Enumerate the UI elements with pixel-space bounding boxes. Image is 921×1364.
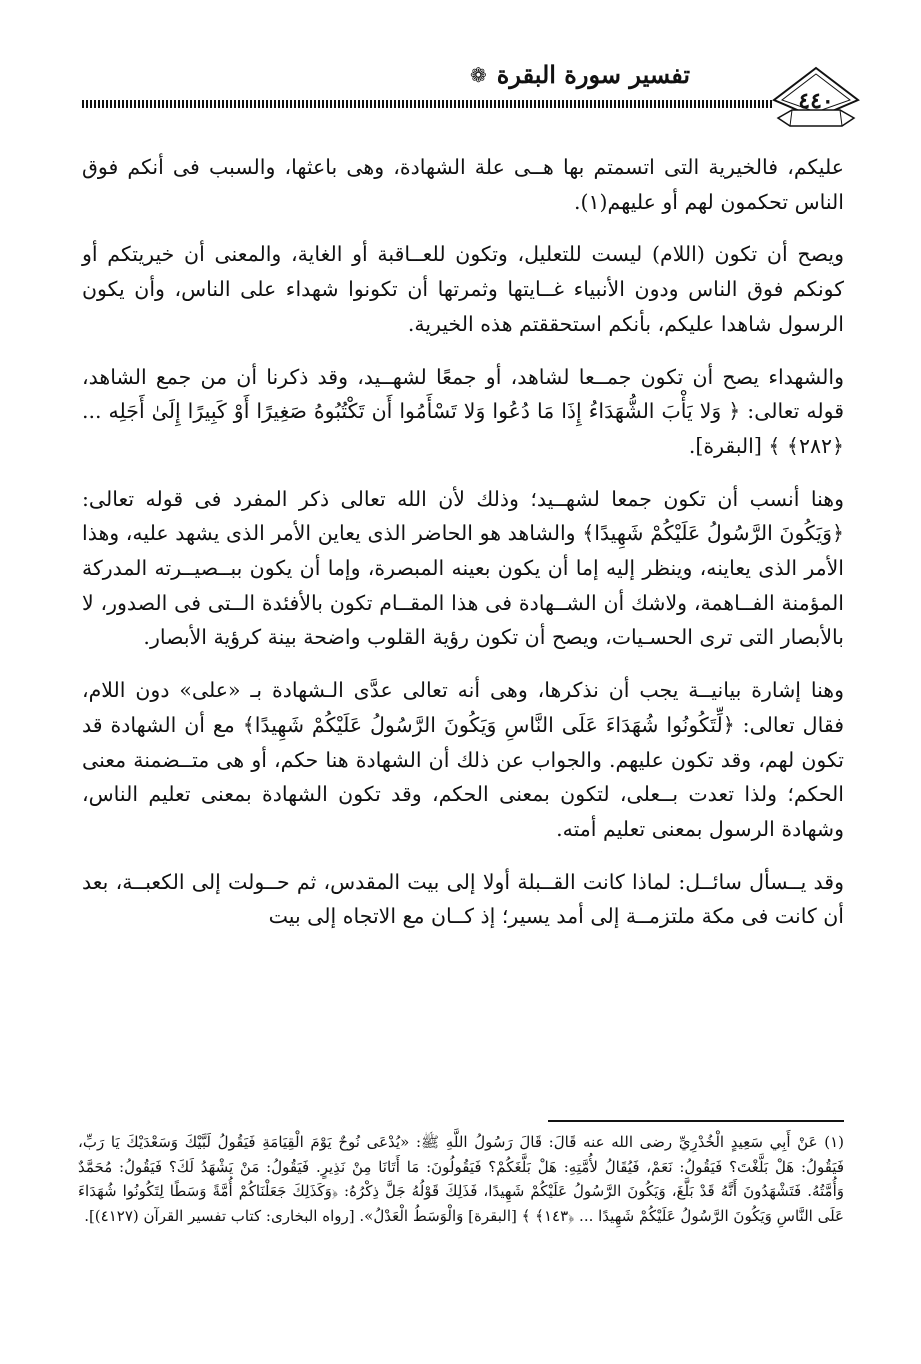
header-dotted-rule xyxy=(82,100,772,108)
page-number: ٤٤٠ xyxy=(798,88,834,114)
paragraph: ويصح أن تكون (اللام) ليست للتعليل، وتكون للعــاقبة أو الغاية، والمعنى أن خيريتكم أو كونكم فوق الناس ودون الأنبياء غــايتها وثمرتها أن تكونوا شهداء على الناس، وأن يكون الرسول شاهدا عليكم، بأنكم استحققتم هذه الخيرية. xyxy=(82,242,844,336)
running-title: تفسير سورة البقرة xyxy=(496,60,691,89)
paragraph: وقد يــسأل سائــل: لماذا كانت القــبلة أولا إلى بيت المقدس، ثم حــولت إلى الكعبــة، بعد أن كانت فى مكة ملتزمــة إلى أمد يسير؛ إذ كــان مع الاتجاه إلى بيت xyxy=(82,869,844,929)
page-number-badge xyxy=(772,66,860,136)
paragraph: عليكم، فالخيرية التى اتسمتم بها هــى علة الشهادة، وهى باعثها، والسبب فى أنكم فوق الناس تحكمون لهم أو عليهم(١). xyxy=(82,155,844,214)
main-text xyxy=(82,150,844,952)
footnote: (١) عَنْ أَبِي سَعِيدٍ الْخُدْرِيِّ رضى الله عنه قَالَ: قَالَ رَسُولُ اللَّهِ ﷺ: «يُدْعَى نُوحٌ يَوْمَ الْقِيَامَةِ فَيَقُولُ لَبَّيْكَ وَسَعْدَيْكَ يَا رَبِّ، فَيَقُولُ: هَلْ بَلَّغْتَ؟ فَيَقُولُ: نَعَمْ، فَيُقَالُ لأُمَّتِهِ: هَلْ بَلَّغَكُمْ؟ فَيَقُولُونَ: مَا أَتَانَا مِنْ نَذِيرٍ. فَيَقُولُ: مَنْ يَشْهَدُ لَكَ؟ فَيَقُولُ: مُحَمَّدٌ وَأُمَّتُهُ. فَتَشْهَدُونَ أَنَّهُ قَدْ بَلَّغَ، وَيَكُونَ الرَّسُولُ عَلَيْكُمْ شَهِيدًا، فَذَلِكَ قَوْلُهُ جَلَّ ذِكْرُهُ: ﴿وَكَذَلِكَ جَعَلْنَاكُمْ أُمَّةً وَسَطًا لِتَكُونُوا شُهَدَاءَ عَلَى النَّاسِ وَيَكُونَ الرَّسُولُ عَلَيْكُمْ شَهِيدًا ... ﴿١٤٣﴾ ﴾ [البقرة] وَالْوَسَطُ الْعَدْلُ». [رواه البخارى: كتاب تفسير القرآن (٤١٢٧)]. xyxy=(78,1133,844,1225)
floral-ornament-icon: ❁ xyxy=(470,62,487,87)
paragraph: وهنا إشارة بيانيــة يجب أن نذكرها، وهى أنه تعالى عدَّى الـشهادة بـ «على» دون اللام، فقال تعالى: ﴿لِّتَكُونُوا شُهَدَاءَ عَلَى النَّاسِ وَيَكُونَ الرَّسُولُ عَلَيْكُمْ شَهِيدًا﴾ مع أن الشهادة قد تكون لهم، وقد تكون عليهم. والجواب عن ذلك أن الشهادة هنا حكم، أو هى متــضمنة معنى الحكم؛ ولذا تعدت بــعلى، لتكون بمعنى الحكم، وقد تكون الشهادة بمعنى تعليم الناس، وشهادة الرسول بمعنى تعليم أمته. xyxy=(82,678,844,841)
footnote-separator xyxy=(548,1120,844,1122)
paragraph: وهنا أنسب أن تكون جمعا لشهــيد؛ وذلك لأن الله تعالى ذكر المفرد فى قوله تعالى: ﴿وَيَكُونَ الرَّسُولُ عَلَيْكُمْ شَهِيدًا﴾ والشاهد هو الحاضر الذى يعاين الأمر الذى يشهد عليه، وهذا الأمر الذى يعاينه، وينظر إليه إما أن يكون بعينه المبصرة، وإما أن يكون ببــصيــرته المدركة المؤمنة الفــاهمة، ولاشك أن الشــهادة فى هذا المقــام تكون بالأفئدة الــتى فى الصدور، لا بالأبصار التى ترى الحسـيات، ويصح أن تكون رؤية القلوب واضحة بينة كرؤية الأبصار. xyxy=(82,486,844,650)
footnotes xyxy=(78,1130,844,1228)
paragraph: والشهداء يصح أن تكون جمــعا لشاهد، أو جمعًا لشهــيد، وقد ذكرنا أن من جمع الشاهد، قوله تعالى: ﴿ وَلا يَأْبَ الشُّهَدَاءُ إِذَا مَا دُعُوا وَلا تَسْأَمُوا أَن تَكْتُبُوهُ صَغِيرًا أَوْ كَبِيرًا إِلَىٰ أَجَلِه ... ﴿٢٨٢﴾ ﴾ [البقرة]. xyxy=(82,364,844,458)
